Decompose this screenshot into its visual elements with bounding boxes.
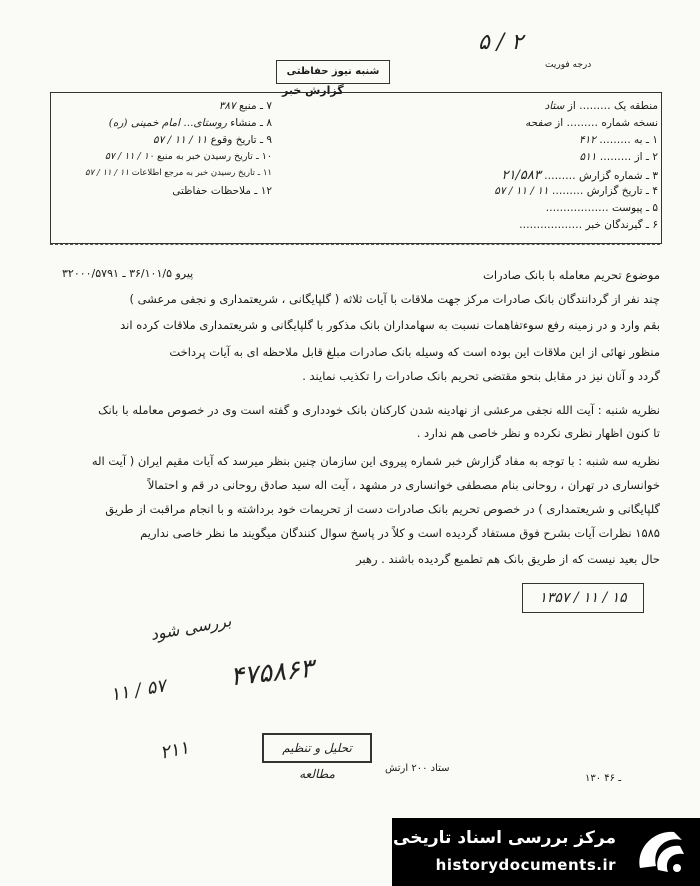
subject-reference: پیرو ۳۶/۱۰۱/۵ ـ ۳۲۰۰۰/۵۷۹۱ bbox=[62, 267, 194, 280]
subject-label: موضوع تحریم معامله با بانک صادرات bbox=[483, 268, 660, 282]
form-title: گزارش خبر bbox=[282, 84, 344, 97]
footer-code: ۱۳۰ ـ ۴۶ bbox=[585, 773, 622, 784]
body-line: حال بعید نیست که از طریق بانک هم تطمیع گردیده باشند . رهبر bbox=[356, 552, 660, 566]
right-field: ۳ ـ شماره گزارش ……… ۲۱/۵۸۳ bbox=[501, 168, 658, 183]
top-scribble: ۵ / ۲ bbox=[478, 30, 524, 55]
body-line: تا کنون اظهار نظری نکرده و نظر خاصی هم ندارد . bbox=[416, 426, 660, 440]
left-field: ۱۱ ـ تاریخ رسیدن خبر به مرجع اطلاعات ۱۱ / ۱۱ / ۵۷ bbox=[85, 168, 272, 178]
signature-box: تحلیل و تنظیم مطالعه bbox=[262, 733, 372, 763]
left-field: ۸ ـ منشاء روستای... امام خمینی (ره) bbox=[108, 117, 272, 129]
left-field: ۱۰ ـ تاریخ رسیدن خبر به منبع ۱۰ / ۱۱ / ۵۷ bbox=[104, 151, 272, 162]
separator bbox=[50, 244, 660, 245]
stamp-line1: شنبه نیوز حفاظتی bbox=[286, 66, 380, 77]
body-line: نظریه سه شنبه : با توجه به مفاد گزارش خبر شماره پیروی این سازمان چنین بنظر میرسد که آیات مقیم ایران ( آیت اله bbox=[91, 454, 660, 468]
document-swirl-icon bbox=[632, 824, 690, 880]
handwriting-note-4: ۲۱۱ bbox=[158, 737, 191, 764]
body-line: خوانساری در تهران ، روحانی بنام مصطفی خوانساری در مشهد ، آیت اله سید صادق روحانی در قم و احتمالاً bbox=[147, 478, 660, 492]
body-line: گردد و آنان نیز در مقابل بنحو مقتضی تحریم بانک صادرات را تکذیب نمایند . bbox=[302, 369, 660, 383]
left-field: ۱۲ ـ ملاحظات حفاظتی bbox=[172, 185, 272, 197]
body-line: چند نفر از گردانندگان بانک صادرات مرکز جهت ملاقات با آیات ثلاثه ( گلپایگانی ، شریعتمداری و نجفی مرعشی ) bbox=[129, 292, 660, 306]
left-fields bbox=[52, 100, 272, 202]
body-line: منظور نهائی از این ملاقات این بوده است که وسیله بانک صادرات مبلغ قابل ملاحظه ای به آیات پرداخت bbox=[169, 345, 660, 359]
left-field: ۷ ـ منبع ۳۸۷ bbox=[218, 100, 272, 112]
right-field: ۲ ـ از ……… ۵۱۱ bbox=[579, 151, 658, 163]
handwriting-note-3: ۱۱ / ۵۷ bbox=[108, 675, 168, 706]
handwriting-number: ۴۷۵۸۶۳ bbox=[228, 653, 316, 693]
stamp-box bbox=[276, 60, 390, 84]
right-field: نسخه شماره ……… از صفحه bbox=[525, 117, 658, 129]
left-field: ۹ ـ تاریخ وقوع ۱۱ / ۱۱ / ۵۷ bbox=[152, 134, 272, 146]
logo-url: historydocuments.ir bbox=[435, 856, 616, 874]
archive-logo bbox=[392, 818, 700, 886]
right-fields bbox=[358, 100, 658, 236]
body-line: ۱۵۸۵ نظرات آیات بشرح فوق مستفاد گردیده است و کلاً در پاسخ سوال کنندگان میگویند ما نظر خاصی نداریم bbox=[140, 526, 660, 540]
classification-label: درجه فوریت bbox=[545, 60, 592, 70]
right-field: ۵ ـ پیوست ……………… bbox=[545, 202, 658, 214]
right-field: ۴ ـ تاریخ گزارش ……… ۱۱ / ۱۱ / ۵۷ bbox=[494, 185, 658, 197]
right-field: ۶ ـ گیرندگان خبر ……………… bbox=[519, 219, 658, 231]
body-line: گلپایگانی و شریعتمداری ) در خصوص تحریم بانک صادرات دست از تحریمات خود برداشته و با انجام مراقبت از طریق bbox=[105, 502, 660, 516]
date-stamp-box: ۱۳۵۷ / ۱۱ / ۱۵ bbox=[522, 583, 644, 613]
logo-title: مرکز بررسی اسناد تاریخی bbox=[393, 828, 616, 848]
body-line: بقم وارد و در زمینه رفع سوءتفاهمات نسبت به سهامداران بانک مذکور با گلپایگانی و شریعتمداری ملاقات کرده اند bbox=[120, 318, 660, 332]
footer-note: ستاد ۲۰۰ ارتش bbox=[385, 763, 450, 774]
body-line: نظریه شنبه : آیت الله نجفی مرعشی از نهادینه شدن کارکنان بانک خودداری و گفته است وی در خصوص معامله با بانک bbox=[98, 403, 660, 417]
handwriting-note-1: بررسی شود bbox=[148, 611, 233, 644]
right-field: ۱ ـ به ……… ۴۱۲ bbox=[578, 134, 658, 146]
right-field: منطقه یک ……… از ستاد bbox=[544, 100, 658, 112]
